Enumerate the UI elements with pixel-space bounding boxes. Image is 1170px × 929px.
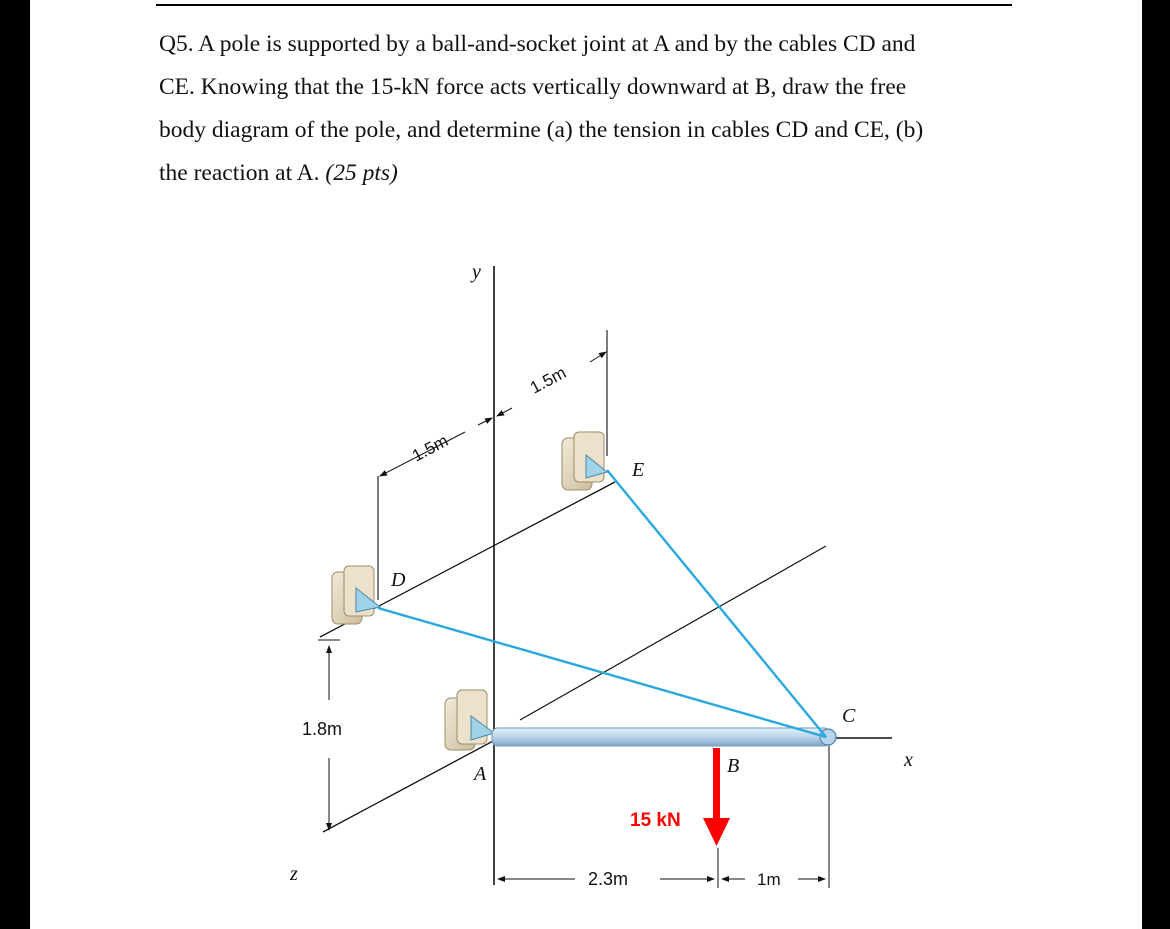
point-label-c: C <box>842 705 856 727</box>
x-axis-label: x <box>904 749 913 771</box>
point-label-a: A <box>474 763 487 785</box>
question-line-2: CE. Knowing that the 15-kN force acts vertically downward at B, draw the free <box>159 74 907 100</box>
y-axis-label: y <box>472 261 481 283</box>
dim-label-1-5m-right: 1.5m <box>526 363 570 398</box>
bracket-d <box>332 566 380 624</box>
bracket-a <box>445 690 494 750</box>
question-line-3: body diagram of the pole, and determine (a) the tension in cables CD and CE, (b) <box>159 117 924 143</box>
force-label: 15 kN <box>630 810 681 831</box>
dim-label-1m: 1m <box>757 870 781 889</box>
point-label-b: B <box>727 755 740 777</box>
dim-label-2-3m: 2.3m <box>588 869 629 889</box>
force-arrow-head <box>703 818 730 846</box>
dim-line-right-tail <box>590 352 606 362</box>
dim-label-1-5m-left: 1.5m <box>408 431 452 466</box>
pole-ac <box>492 728 830 746</box>
question-last-line: the reaction at A. <box>159 160 320 186</box>
question-points: (25 pts) <box>325 160 398 186</box>
point-label-e: E <box>632 459 645 481</box>
point-label-d: D <box>391 569 406 591</box>
z-axis-label: z <box>290 863 298 885</box>
force-arrow-shaft <box>713 748 720 818</box>
dim-line-left-tail <box>478 418 492 425</box>
bracket-e <box>562 432 607 490</box>
dim-line-right <box>497 408 512 416</box>
floor-line-a <box>323 740 495 832</box>
dim-label-1-8m: 1.8m <box>302 719 343 739</box>
question-line-1: Q5. A pole is supported by a ball-and-socket joint at A and by the cables CD and <box>159 31 916 57</box>
cable-ce <box>607 470 826 737</box>
